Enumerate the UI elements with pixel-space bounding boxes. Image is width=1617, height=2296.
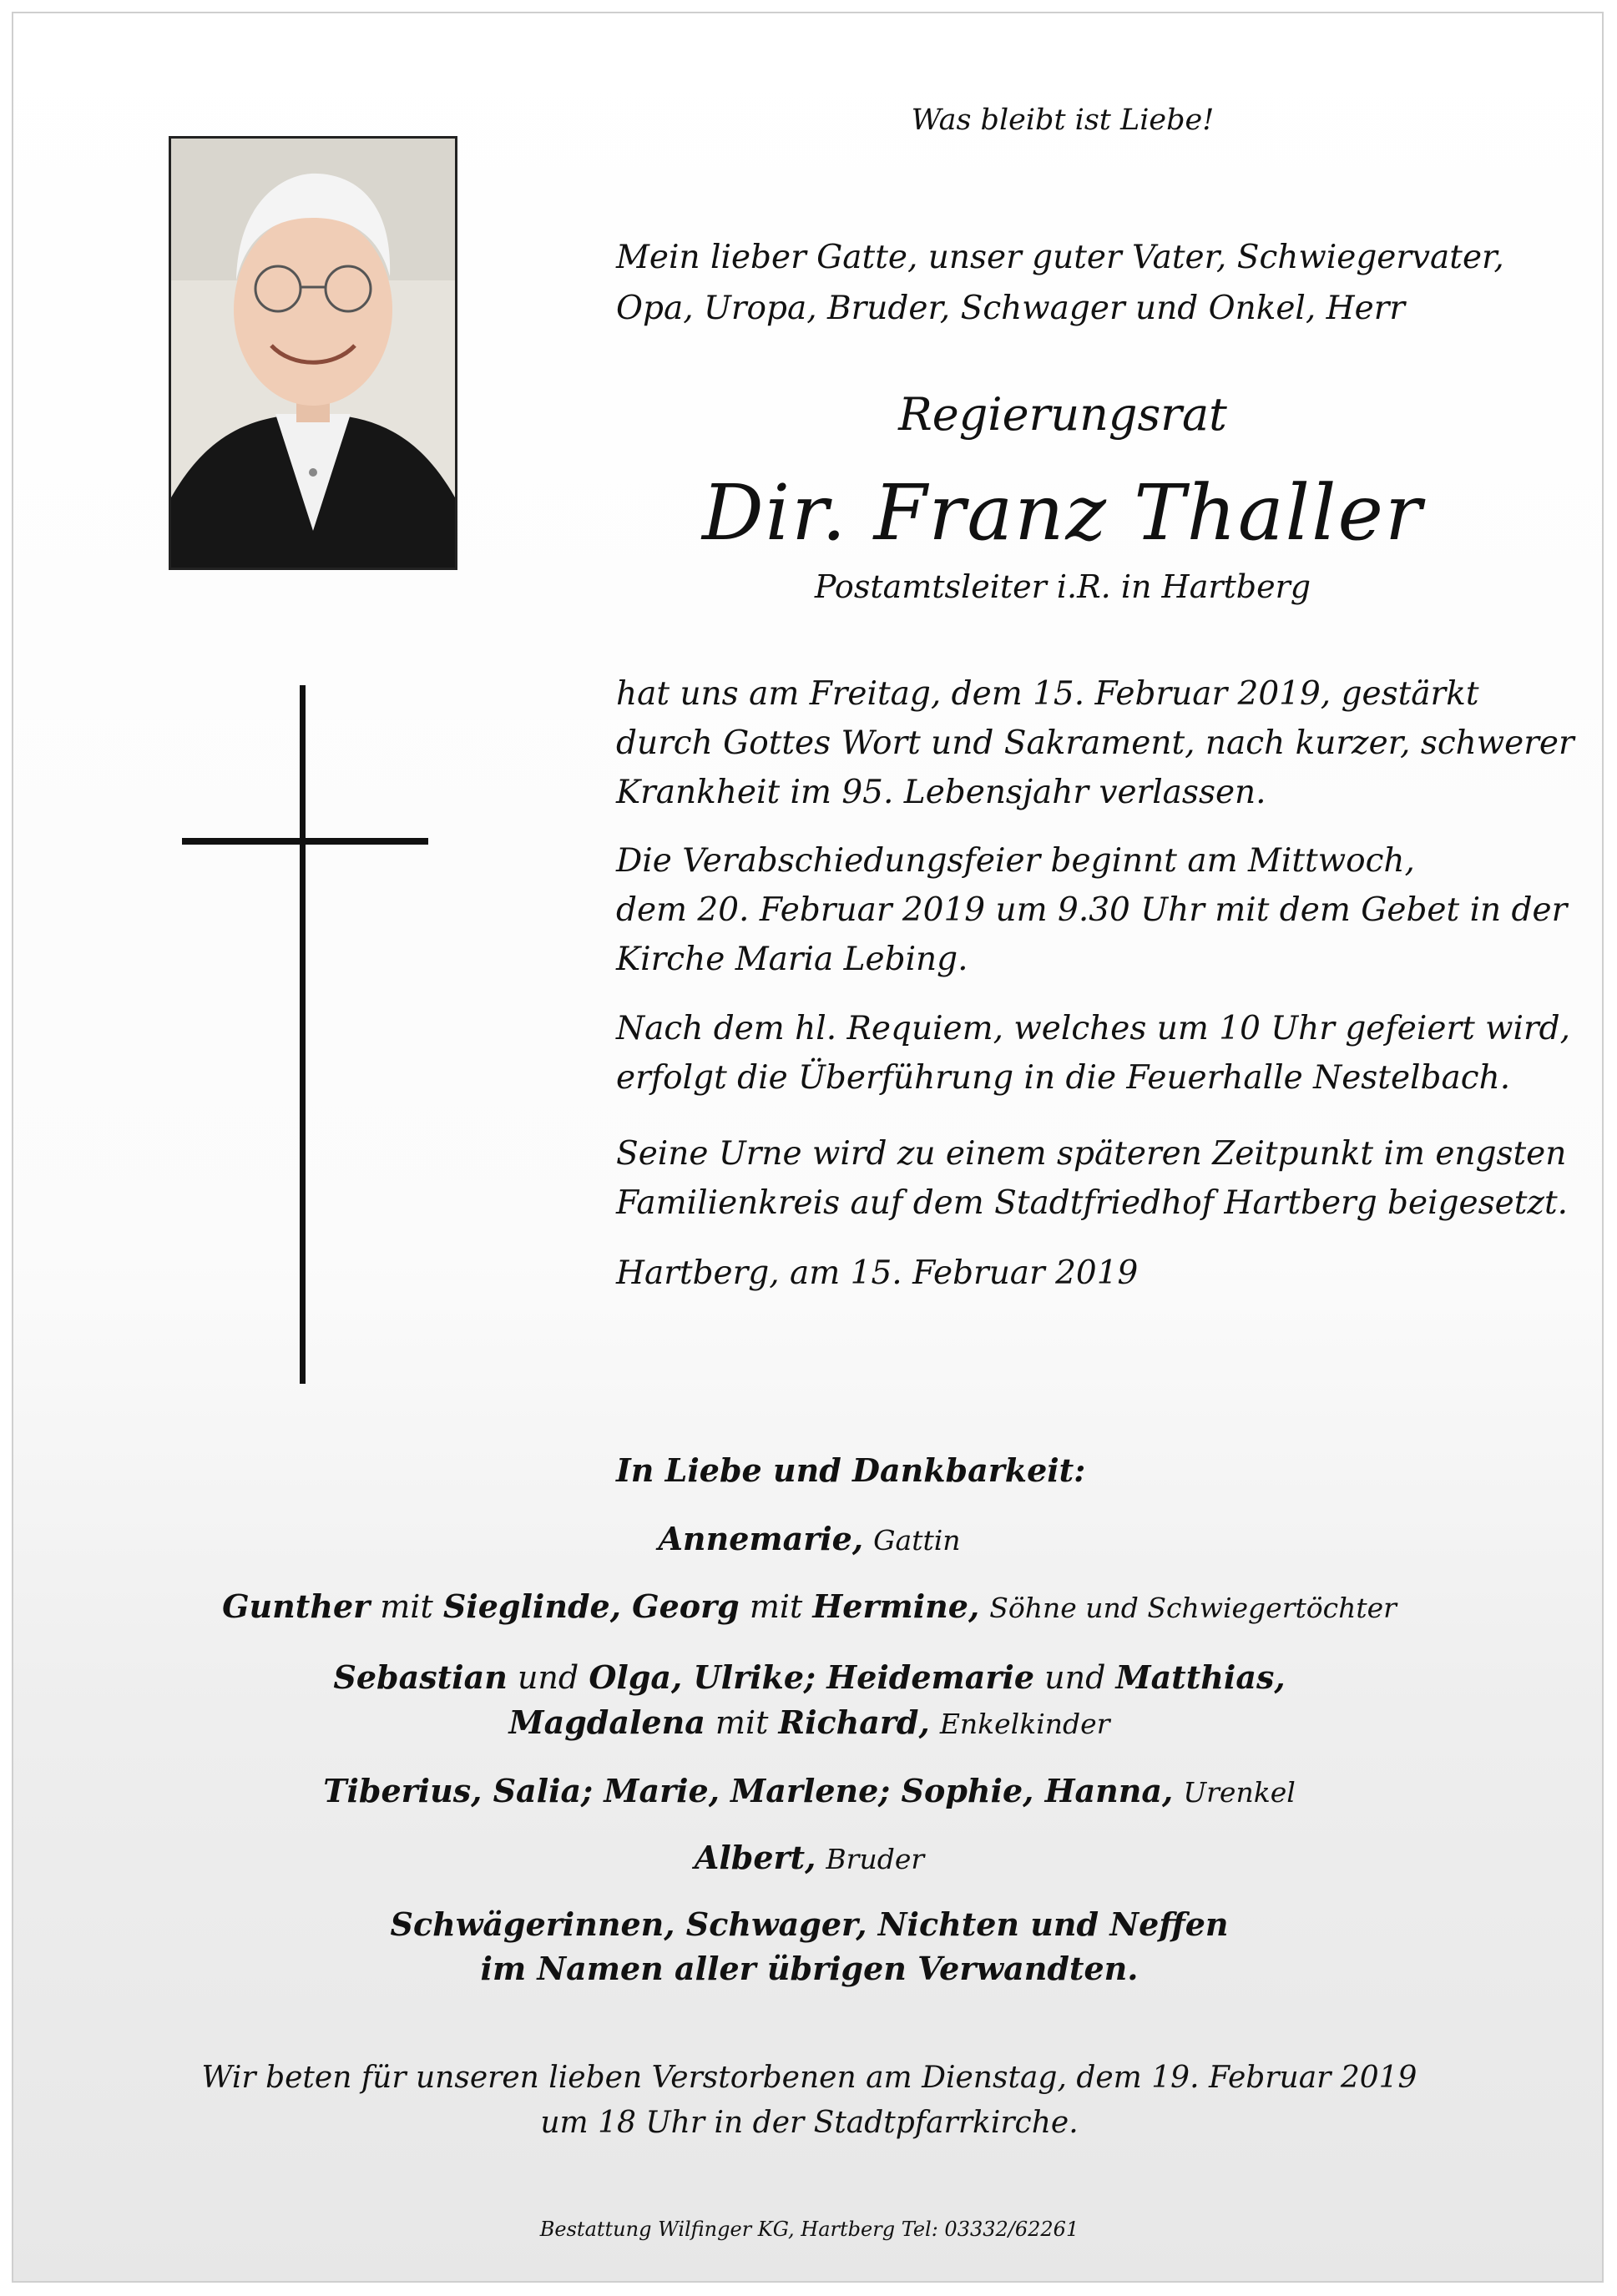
text-line: dem 20. Februar 2019 um 9.30 Uhr mit dem Gebet in der	[616, 891, 1568, 929]
family-grandchildren	[155, 1655, 1463, 1746]
requiem-paragraph	[616, 1004, 1570, 1103]
deceased-name: Dir. Franz Thaller	[702, 468, 1423, 558]
text-line: Seine Urne wird zu einem späteren Zeitpunkt im engsten	[616, 1135, 1567, 1173]
motto: Was bleibt ist Liebe!	[911, 103, 1215, 137]
burial-paragraph	[616, 1129, 1568, 1228]
connector-word: mit	[715, 1704, 769, 1741]
family-sons	[155, 1584, 1463, 1630]
connector-word: mit	[380, 1588, 433, 1625]
family-great-grandchildren	[155, 1769, 1463, 1814]
family-line	[155, 1655, 1463, 1700]
family-line: im Namen aller übrigen Verwandten.	[480, 1950, 1139, 1987]
funeral-home-footer: Bestattung Wilfinger KG, Hartberg Tel: 03332/62261	[539, 2218, 1079, 2241]
family-name: Gunther	[222, 1587, 371, 1625]
family-wife	[155, 1516, 1463, 1562]
text-line: erfolgt die Überführung in die Feuerhalle Nestelbach.	[616, 1059, 1511, 1097]
intro-text	[616, 232, 1504, 334]
deceased-title: Regierungsrat	[898, 388, 1227, 441]
family-name: Olga, Ulrike; Heidemarie	[589, 1658, 1035, 1696]
text-line: Familienkreis auf dem Stadtfriedhof Hartberg beigesetzt.	[616, 1184, 1569, 1222]
family-relation: Enkelkinder	[939, 1708, 1110, 1740]
intro-line: Opa, Uropa, Bruder, Schwager und Onkel, Herr	[616, 290, 1406, 327]
family-name: Hermine,	[812, 1587, 980, 1625]
cross-icon	[13, 13, 481, 1432]
text-line: Die Verabschiedungsfeier beginnt am Mittwoch,	[616, 842, 1415, 880]
family-name: Tiberius, Salia; Marie, Marlene; Sophie, Hanna,	[323, 1772, 1174, 1809]
family-name: Annemarie,	[658, 1520, 864, 1557]
family-others	[155, 1902, 1463, 1991]
family-heading: In Liebe und Dankbarkeit:	[616, 1451, 1086, 1489]
farewell-paragraph	[616, 836, 1567, 984]
text-line: Kirche Maria Lebing.	[616, 941, 968, 978]
text-line: hat uns am Freitag, dem 15. Februar 2019, gestärkt	[616, 675, 1479, 713]
prayer-notice	[155, 2056, 1463, 2146]
family-line: Schwägerinnen, Schwager, Nichten und Neffen	[390, 1905, 1229, 1943]
family-relation: Urenkel	[1183, 1776, 1296, 1809]
connector-word: mit	[749, 1588, 803, 1625]
family-name: Albert,	[694, 1839, 816, 1876]
family-name: Sebastian	[333, 1658, 508, 1696]
text-line: Krankheit im 95. Lebensjahr verlassen.	[616, 774, 1266, 811]
text-line: durch Gottes Wort und Sakrament, nach kurzer, schwerer	[616, 724, 1574, 762]
place-date: Hartberg, am 15. Februar 2019	[616, 1254, 1139, 1292]
prayer-line: um 18 Uhr in der Stadtpfarrkirche.	[540, 2106, 1079, 2140]
text-line: Nach dem hl. Requiem, welches um 10 Uhr gefeiert wird,	[616, 1010, 1571, 1047]
family-relation: Gattin	[873, 1524, 961, 1557]
family-name: Matthias,	[1115, 1658, 1286, 1696]
prayer-line: Wir beten für unseren lieben Verstorbenen am Dienstag, dem 19. Februar 2019	[201, 2061, 1417, 2095]
family-relation: Bruder	[826, 1843, 925, 1875]
family-name: Sieglinde, Georg	[442, 1587, 740, 1625]
family-relation: Söhne und Schwiegertöchter	[989, 1592, 1397, 1624]
family-name: Richard,	[778, 1703, 930, 1741]
intro-line: Mein lieber Gatte, unser guter Vater, Schwiegervater,	[616, 239, 1504, 276]
connector-word: und	[517, 1659, 579, 1696]
family-line	[155, 1700, 1463, 1746]
deceased-occupation: Postamtsleiter i.R. in Hartberg	[814, 568, 1311, 605]
connector-word: und	[1044, 1659, 1106, 1696]
family-brother	[155, 1835, 1463, 1881]
family-name: Magdalena	[508, 1703, 705, 1741]
death-notice-paragraph	[616, 669, 1574, 817]
obituary-sheet	[12, 12, 1604, 2283]
